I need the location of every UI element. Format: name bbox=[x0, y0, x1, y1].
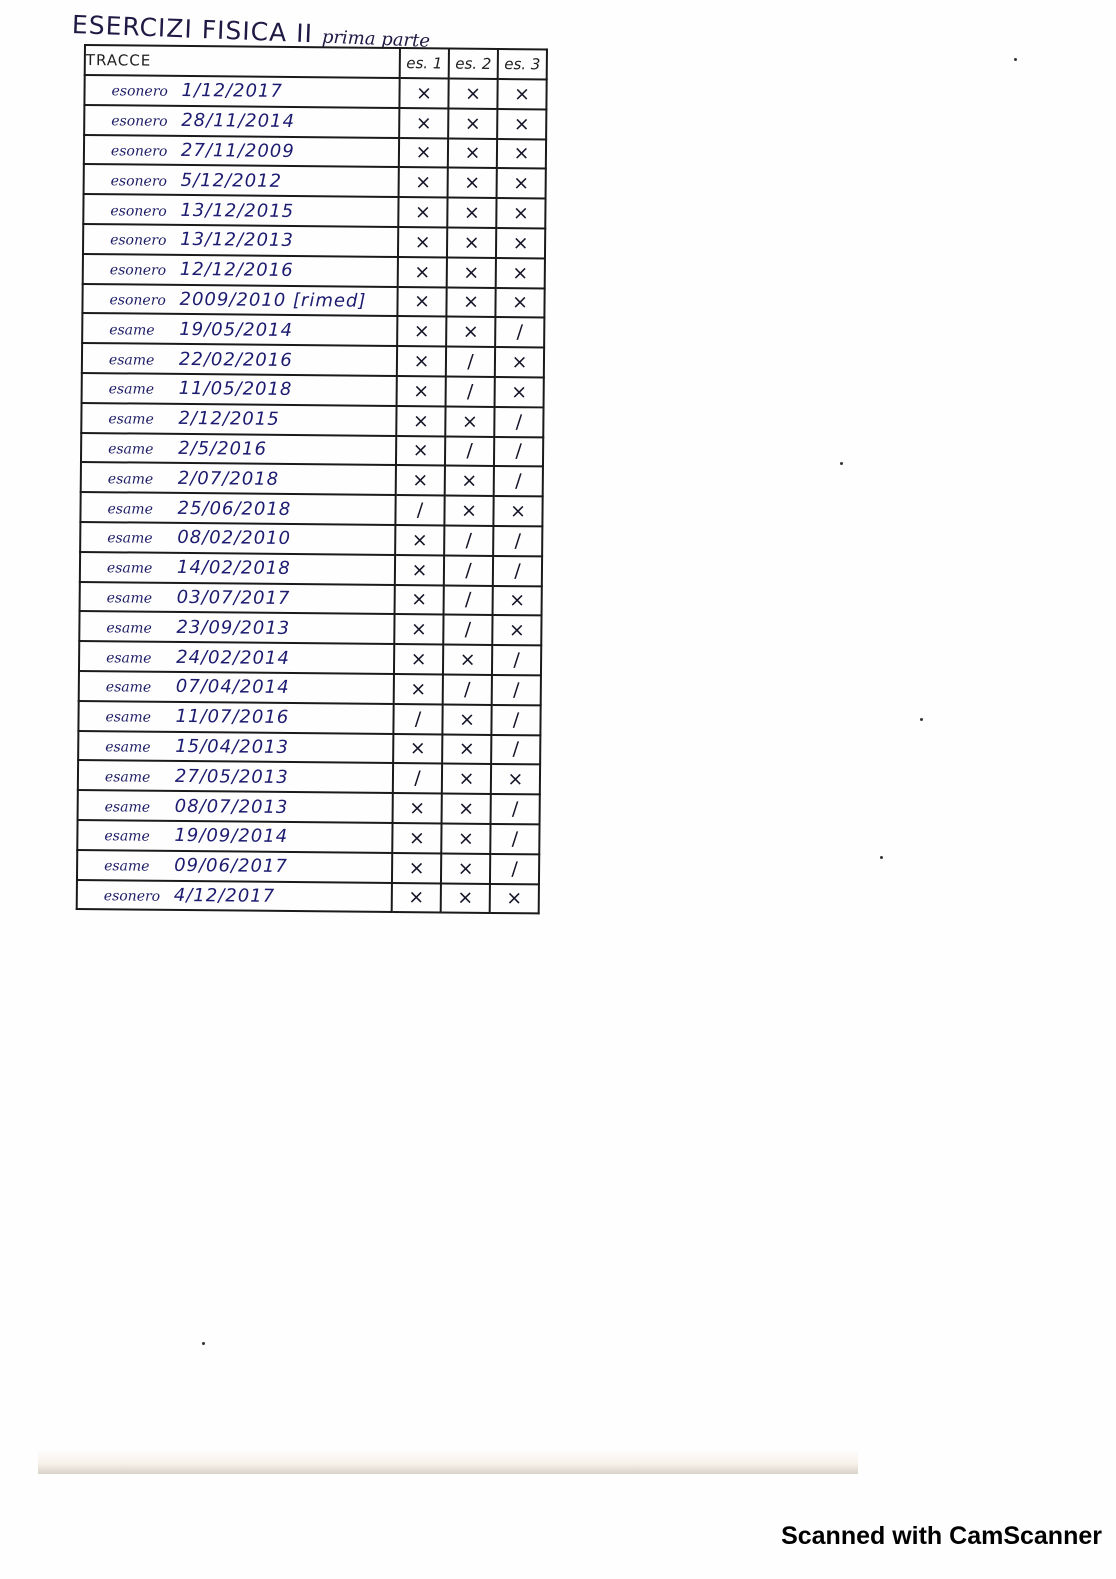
row-date: 25/06/2018 bbox=[177, 497, 292, 520]
ex1-mark: × bbox=[398, 257, 447, 287]
ex3-mark: × bbox=[496, 198, 545, 228]
ex2-mark: × bbox=[447, 257, 496, 287]
row-kind: esame bbox=[109, 322, 155, 339]
row-kind: esonero bbox=[110, 173, 168, 190]
row-kind: esame bbox=[107, 530, 153, 548]
ex1-mark: × bbox=[398, 197, 447, 227]
table-row bbox=[78, 790, 540, 824]
row-kind: esonero bbox=[110, 143, 168, 160]
table-row bbox=[81, 433, 543, 467]
ex1-mark: × bbox=[398, 227, 447, 257]
row-date: 2/12/2015 bbox=[178, 408, 280, 431]
ex2-mark: × bbox=[447, 227, 496, 257]
row-kind: esame bbox=[108, 381, 155, 399]
header-tracce: TRACCE bbox=[85, 45, 400, 78]
row-date: 11/07/2016 bbox=[175, 706, 290, 729]
ex2-mark: × bbox=[442, 704, 491, 734]
row-label-cell bbox=[80, 582, 395, 615]
ex3-mark: × bbox=[493, 496, 542, 526]
ex1-mark: / bbox=[395, 495, 444, 525]
ex1-mark: × bbox=[395, 555, 444, 585]
row-label-cell bbox=[84, 135, 399, 168]
ex2-mark: × bbox=[448, 79, 497, 109]
row-label-cell bbox=[78, 760, 393, 793]
ex1-mark: × bbox=[399, 167, 448, 197]
row-label-cell bbox=[77, 879, 392, 912]
ex1-mark: × bbox=[394, 614, 443, 644]
scan-bottom-edge bbox=[38, 1448, 858, 1474]
table-header-row bbox=[85, 45, 547, 79]
title-subtitle: prima parte bbox=[321, 26, 431, 52]
ex3-mark: / bbox=[490, 824, 539, 854]
row-label-cell bbox=[83, 194, 398, 227]
ex2-mark: × bbox=[442, 794, 491, 824]
row-date: 08/07/2013 bbox=[174, 795, 289, 818]
ex1-mark: × bbox=[395, 525, 444, 555]
row-date: 07/04/2014 bbox=[175, 676, 290, 699]
ex2-mark: × bbox=[445, 406, 494, 436]
ex3-mark: / bbox=[495, 317, 544, 347]
row-kind: esonero bbox=[110, 202, 167, 220]
row-label-cell bbox=[79, 641, 394, 674]
scan-speck bbox=[880, 856, 883, 859]
row-date: 19/09/2014 bbox=[174, 825, 289, 848]
table-row bbox=[80, 522, 542, 556]
row-label-cell bbox=[82, 313, 397, 346]
ex2-mark: / bbox=[443, 674, 492, 704]
ex2-mark: / bbox=[446, 347, 495, 377]
ex3-mark: / bbox=[493, 556, 542, 586]
table-row bbox=[77, 820, 539, 854]
row-kind: esame bbox=[106, 560, 153, 577]
table-row bbox=[77, 879, 539, 913]
row-date: 4/12/2017 bbox=[173, 884, 276, 907]
ex2-mark: / bbox=[444, 585, 493, 615]
header-ex1: es. 1 bbox=[400, 48, 449, 78]
table-row bbox=[78, 760, 540, 794]
ex1-mark: × bbox=[396, 406, 445, 436]
table-row bbox=[82, 373, 544, 407]
row-kind: esame bbox=[106, 649, 152, 667]
row-label-cell bbox=[83, 224, 398, 257]
table-row bbox=[79, 671, 541, 705]
row-date: 08/02/2010 bbox=[177, 527, 292, 550]
ex3-mark: / bbox=[493, 526, 542, 556]
table-row bbox=[80, 552, 542, 586]
row-date: 11/05/2018 bbox=[178, 378, 293, 401]
table-row bbox=[80, 582, 542, 616]
table-row bbox=[82, 343, 544, 377]
row-kind: esonero bbox=[109, 292, 166, 309]
table-row bbox=[84, 105, 546, 139]
traces-table-wrapper bbox=[76, 44, 554, 915]
ex2-mark: × bbox=[442, 734, 491, 764]
row-label-cell bbox=[79, 671, 394, 704]
row-label-cell bbox=[81, 403, 396, 436]
table-row bbox=[82, 284, 544, 318]
ex1-mark: × bbox=[393, 793, 442, 823]
row-kind: esame bbox=[104, 798, 151, 816]
ex1-mark: × bbox=[399, 108, 448, 138]
row-kind: esame bbox=[108, 351, 155, 369]
ex2-mark: × bbox=[441, 823, 490, 853]
row-date: 13/12/2015 bbox=[180, 199, 295, 222]
ex3-mark: / bbox=[492, 645, 541, 675]
ex3-mark: × bbox=[491, 764, 540, 794]
ex2-mark: × bbox=[444, 496, 493, 526]
ex3-mark: / bbox=[494, 407, 543, 437]
ex2-mark: × bbox=[443, 645, 492, 675]
ex1-mark: × bbox=[397, 316, 446, 346]
row-label-cell bbox=[78, 731, 393, 764]
row-kind: esonero bbox=[110, 232, 167, 250]
ex2-mark: × bbox=[446, 287, 495, 317]
table-row bbox=[84, 164, 546, 198]
row-date: 1/12/2017 bbox=[181, 80, 283, 103]
row-date: 24/02/2014 bbox=[176, 646, 290, 669]
ex3-mark: × bbox=[492, 615, 541, 645]
table-row bbox=[79, 641, 541, 675]
ex2-mark: / bbox=[445, 436, 494, 466]
row-label-cell bbox=[82, 373, 397, 406]
row-kind: esame bbox=[108, 441, 154, 458]
ex3-mark: × bbox=[497, 109, 546, 139]
ex1-mark: × bbox=[394, 674, 443, 704]
row-kind: esame bbox=[107, 470, 154, 488]
row-date: 28/11/2014 bbox=[181, 110, 296, 133]
ex1-mark: × bbox=[397, 287, 446, 317]
row-label-cell bbox=[84, 105, 399, 138]
row-date: 2/5/2016 bbox=[178, 437, 268, 460]
table-row bbox=[84, 75, 546, 109]
row-label-cell bbox=[78, 790, 393, 823]
row-label-cell bbox=[80, 492, 395, 525]
ex2-mark: × bbox=[445, 466, 494, 496]
ex1-mark: × bbox=[396, 436, 445, 466]
ex1-mark: / bbox=[393, 763, 442, 793]
row-kind: esonero bbox=[111, 113, 168, 130]
ex1-mark: × bbox=[393, 734, 442, 764]
ex3-mark: × bbox=[497, 79, 546, 109]
row-kind: esame bbox=[105, 739, 151, 756]
scan-speck bbox=[1014, 58, 1017, 61]
ex1-mark: × bbox=[397, 376, 446, 406]
ex3-mark: × bbox=[495, 377, 544, 407]
table-row bbox=[84, 135, 546, 169]
row-date: 5/12/2012 bbox=[180, 169, 283, 192]
ex3-mark: / bbox=[494, 466, 543, 496]
ex3-mark: × bbox=[496, 228, 545, 258]
row-label-cell bbox=[80, 522, 395, 555]
row-date: 14/02/2018 bbox=[176, 557, 291, 580]
ex1-mark: × bbox=[392, 883, 441, 913]
table-row bbox=[78, 701, 540, 735]
ex3-mark: / bbox=[492, 675, 541, 705]
row-date: 27/11/2009 bbox=[180, 139, 295, 163]
table-row bbox=[77, 850, 539, 884]
traces-table bbox=[76, 44, 548, 915]
row-label-cell bbox=[82, 284, 397, 317]
row-label-cell bbox=[84, 164, 399, 197]
ex2-mark: × bbox=[447, 198, 496, 228]
ex2-mark: × bbox=[442, 764, 491, 794]
scanner-watermark: Scanned with CamScanner bbox=[781, 1522, 1102, 1550]
ex3-mark: × bbox=[490, 883, 539, 913]
ex1-mark: × bbox=[392, 853, 441, 883]
table-row bbox=[80, 492, 542, 526]
ex3-mark: × bbox=[495, 347, 544, 377]
row-label-cell bbox=[80, 552, 395, 585]
ex2-mark: × bbox=[441, 883, 490, 913]
row-date: 23/09/2013 bbox=[176, 616, 291, 639]
row-label-cell bbox=[77, 850, 392, 883]
row-label-cell bbox=[78, 701, 393, 734]
table-body bbox=[77, 75, 547, 914]
row-label-cell bbox=[81, 462, 396, 495]
ex1-mark: / bbox=[393, 704, 442, 734]
row-date: 27/05/2013 bbox=[174, 765, 289, 788]
scan-speck bbox=[202, 1342, 205, 1345]
row-kind: esame bbox=[105, 679, 152, 697]
row-date: 03/07/2017 bbox=[176, 586, 291, 609]
ex2-mark: / bbox=[444, 555, 493, 585]
ex3-mark: × bbox=[493, 585, 542, 615]
row-kind: esame bbox=[108, 411, 154, 428]
table-row bbox=[81, 403, 543, 437]
ex2-mark: × bbox=[441, 853, 490, 883]
scan-speck bbox=[920, 718, 923, 721]
row-date: 15/04/2013 bbox=[175, 735, 290, 758]
ex1-mark: × bbox=[394, 644, 443, 674]
ex3-mark: / bbox=[494, 437, 543, 467]
ex3-mark: × bbox=[496, 258, 545, 288]
header-ex2: es. 2 bbox=[449, 49, 498, 79]
row-kind: esame bbox=[106, 619, 152, 637]
ex3-mark: / bbox=[491, 705, 540, 735]
table-row bbox=[81, 462, 543, 496]
table-row bbox=[83, 194, 545, 228]
title-main: ESERCIZI FISICA II bbox=[71, 10, 314, 49]
ex1-mark: × bbox=[397, 346, 446, 376]
ex1-mark: × bbox=[396, 465, 445, 495]
header-ex3: es. 3 bbox=[498, 49, 547, 79]
scan-speck bbox=[840, 462, 843, 465]
ex1-mark: × bbox=[399, 78, 448, 108]
ex3-mark: / bbox=[490, 854, 539, 884]
ex3-mark: × bbox=[497, 139, 546, 169]
row-label-cell bbox=[82, 343, 397, 376]
row-date: 22/02/2016 bbox=[178, 348, 293, 371]
row-date: 12/12/2016 bbox=[179, 259, 294, 282]
ex1-mark: × bbox=[392, 823, 441, 853]
ex1-mark: × bbox=[395, 585, 444, 615]
table-row bbox=[82, 313, 544, 347]
row-date: 13/12/2013 bbox=[180, 229, 294, 252]
row-label-cell bbox=[81, 433, 396, 466]
row-date: 19/05/2014 bbox=[179, 318, 294, 341]
ex2-mark: × bbox=[448, 138, 497, 168]
row-label-cell bbox=[83, 254, 398, 287]
row-date: 2009/2010 [rimed] bbox=[179, 288, 367, 312]
table-row bbox=[83, 254, 545, 288]
row-kind: esonero bbox=[109, 262, 167, 279]
table-row bbox=[78, 731, 540, 765]
row-label-cell bbox=[79, 611, 394, 644]
ex2-mark: × bbox=[446, 317, 495, 347]
table-row bbox=[83, 224, 545, 258]
row-label-cell bbox=[84, 75, 399, 108]
row-kind: esame bbox=[104, 828, 150, 845]
row-kind: esame bbox=[104, 858, 150, 875]
ex3-mark: / bbox=[491, 734, 540, 764]
ex2-mark: / bbox=[443, 615, 492, 645]
ex1-mark: × bbox=[399, 138, 448, 168]
ex2-mark: / bbox=[446, 376, 495, 406]
row-label-cell bbox=[77, 820, 392, 853]
table-row bbox=[79, 611, 541, 645]
ex2-mark: × bbox=[448, 168, 497, 198]
ex3-mark: × bbox=[495, 288, 544, 318]
row-kind: esame bbox=[105, 709, 152, 726]
row-kind: esame bbox=[107, 500, 154, 518]
row-date: 2/07/2018 bbox=[177, 467, 280, 490]
ex2-mark: / bbox=[444, 525, 493, 555]
ex3-mark: × bbox=[497, 168, 546, 198]
ex3-mark: / bbox=[491, 794, 540, 824]
row-kind: esame bbox=[106, 590, 153, 607]
row-kind: esame bbox=[104, 768, 151, 786]
ex2-mark: × bbox=[448, 108, 497, 138]
row-kind: esonero bbox=[111, 83, 168, 101]
row-date: 09/06/2017 bbox=[174, 855, 288, 878]
row-kind: esonero bbox=[103, 888, 161, 905]
